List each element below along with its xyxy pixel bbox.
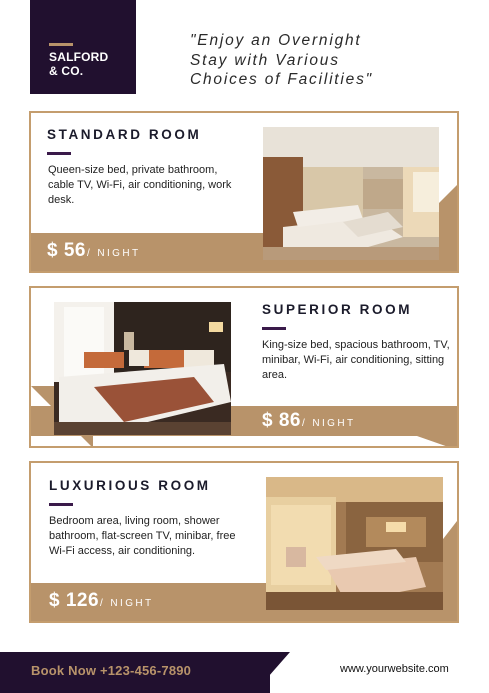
brand-name-line2: & CO.: [49, 64, 84, 78]
footer-slant: [254, 652, 290, 693]
room-photo-standard: [263, 127, 439, 260]
room-description: Queen-size bed, private bathroom, cable TV, Wi-Fi, air conditioning, work desk.: [48, 164, 232, 206]
decor-triangle: [417, 436, 457, 448]
room-photo-luxurious: [266, 477, 443, 610]
room-title: LUXURIOUS ROOM: [49, 478, 211, 493]
room-title: STANDARD ROOM: [47, 127, 202, 142]
price-unit: / NIGHT: [100, 598, 154, 609]
price-unit: / NIGHT: [86, 248, 141, 259]
brand-name-line1: SALFORD: [49, 50, 109, 64]
room-photo-superior: [54, 302, 231, 435]
room-description: King-size bed, spacious bathroom, TV, minibar, Wi-Fi, air conditioning, sitting area.: [262, 339, 450, 381]
room-price: [49, 590, 154, 612]
room-card-standard: [29, 111, 459, 273]
website-link[interactable]: www.yourwebsite.com: [340, 663, 449, 675]
room-description: Bedroom area, living room, shower bathroom, flat-screen TV, minibar, free Wi-Fi access, air conditioning.: [49, 515, 236, 557]
price-amount: $ 126: [49, 590, 100, 611]
brand-logo: [49, 50, 108, 78]
price-amount: $ 86: [262, 410, 301, 431]
tagline: "Enjoy an Overnight Stay with Various Choices of Facilities": [190, 32, 373, 88]
price-amount: $ 56: [47, 240, 86, 261]
title-accent-bar: [49, 503, 73, 506]
room-price: [262, 410, 355, 432]
price-unit: / NIGHT: [301, 418, 356, 429]
title-accent-bar: [262, 327, 286, 330]
logo-block: [30, 0, 136, 94]
logo-accent-bar: [49, 43, 73, 46]
room-card-luxurious: [29, 461, 459, 623]
room-title: SUPERIOR ROOM: [262, 302, 413, 317]
title-accent-bar: [47, 152, 71, 155]
book-now-phone[interactable]: Book Now +123-456-7890: [31, 663, 192, 678]
room-card-superior: [29, 286, 459, 448]
room-price: [47, 240, 140, 262]
